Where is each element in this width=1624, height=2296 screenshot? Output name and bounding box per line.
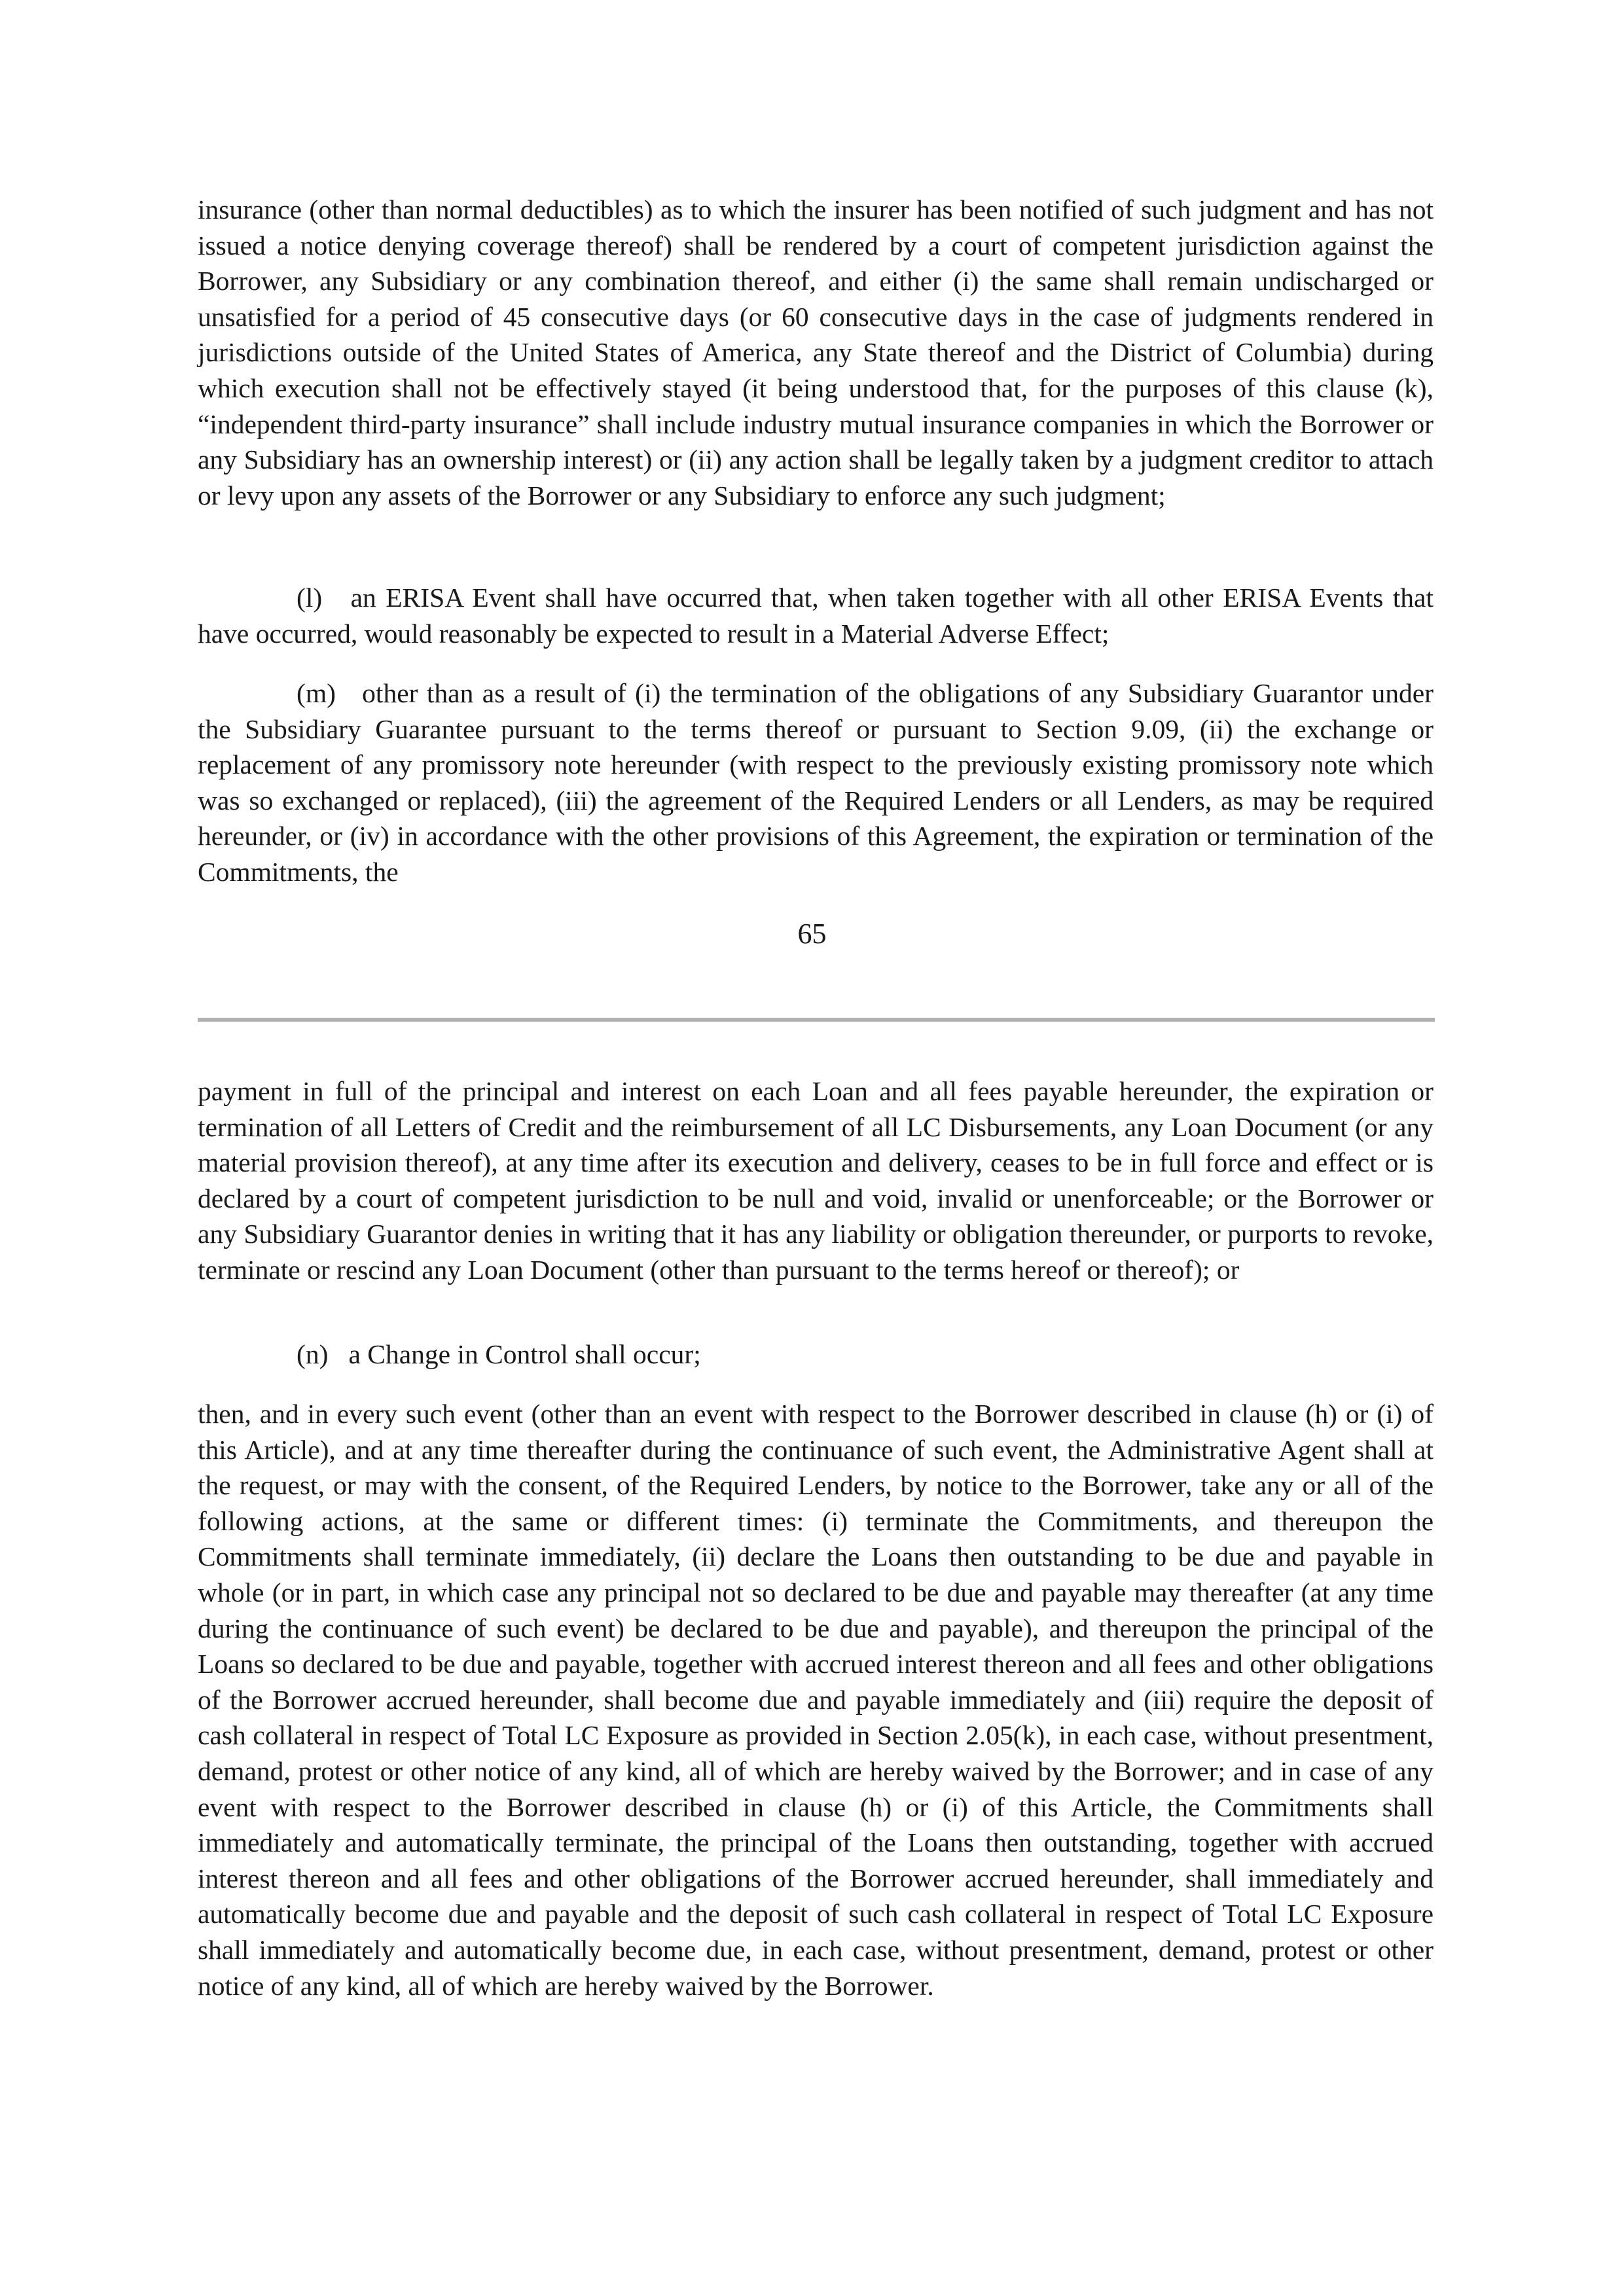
page-divider: [198, 1018, 1435, 1022]
paragraph-k-continued: insurance (other than normal deductibles) as to which the insurer has been notified of such judgment and has not issued a notice denying coverage thereof) shall be rendered by a court of competent jurisdiction against the Borrower, any Subsidiary or any combination thereof, and either (i) the same shall remain undischarged or unsatisfied for a period of 45 consecutive days (or 60 consecutive days in the case of judgments rendered in jurisdictions outside of the United States of America, any State thereof and the District of Columbia) during which execution shall not be effectively stayed (it being understood that, for the purposes of this clause (k), “independent third-party insurance” shall include industry mutual insurance companies in which the Borrower or any Subsidiary has an ownership interest) or (ii) any action shall be legally taken by a judgment creditor to attach or levy upon any assets of the Borrower or any Subsidiary to enforce any such judgment;: [198, 194, 1434, 511]
paragraph-m: (m) other than as a result of (i) the termination of the obligations of any Subsidiary Guarantor under the Subsidiary Guarantee pursuant to the terms thereof or pursuant to Section 9.09, (ii) the exchange or replacement of any promissory note hereunder (with respect to the previously existing promissory note which was so exchanged or replaced), (iii) the agreement of the Required Lenders or all Lenders, as may be required hereunder, or (iv) in accordance with the other provisions of this Agreement, the expiration or termination of the Commitments, the: [198, 678, 1434, 887]
paragraph-n: (n) a Change in Control shall occur;: [297, 1339, 701, 1369]
paragraph-remedies: then, and in every such event (other than an event with respect to the Borrower described in clause (h) or (i) of this Article), and at any time thereafter during the continuance of such event, the Administrative Agent shall at the request, or may with the consent, of the Required Lenders, by notice to the Borrower, take any or all of the following actions, at the same or different times: (i) terminate the Commitments, and thereupon the Commitments shall terminate immediately, (ii) declare the Loans then outstanding to be due and payable in whole (or in part, in which case any principal not so declared to be due and payable may thereafter (at any time during the continuance of such event) be declared to be due and payable), and thereupon the principal of the Loans so declared to be due and payable, together with accrued interest thereon and all fees and other obligations of the Borrower accrued hereunder, shall become due and payable immediately and (iii) require the deposit of cash collateral in respect of Total LC Exposure as provided in Section 2.05(k), in each case, without presentment, demand, protest or other notice of any kind, all of which are hereby waived by the Borrower; and in case of any event with respect to the Borrower described in clause (h) or (i) of this Article, the Commitments shall immediately and automatically terminate, the principal of the Loans then outstanding, together with accrued interest thereon and all fees and other obligations of the Borrower accrued hereunder, shall immediately and automatically become due and payable and the deposit of such cash collateral in respect of Total LC Exposure shall immediately and automatically become due, in each case, without presentment, demand, protest or other notice of any kind, all of which are hereby waived by the Borrower.: [198, 1399, 1434, 2001]
paragraph-m-continued: payment in full of the principal and interest on each Loan and all fees payable hereunder, the expiration or termination of all Letters of Credit and the reimbursement of all LC Disbursements, any Loan Document (or any material provision thereof), at any time after its execution and delivery, ceases to be in full force and effect or is declared by a court of competent jurisdiction to be null and void, invalid or unenforceable; or the Borrower or any Subsidiary Guarantor denies in writing that it has any liability or obligation thereunder, or purports to revoke, terminate or rescind any Loan Document (other than pursuant to the terms hereof or thereof); or: [198, 1076, 1434, 1285]
paragraph-l: (l) an ERISA Event shall have occurred that, when taken together with all other ERISA Events that have occurred, would reasonably be expected to result in a Material Adverse Effect;: [198, 583, 1434, 649]
page-number: 65: [797, 918, 827, 950]
